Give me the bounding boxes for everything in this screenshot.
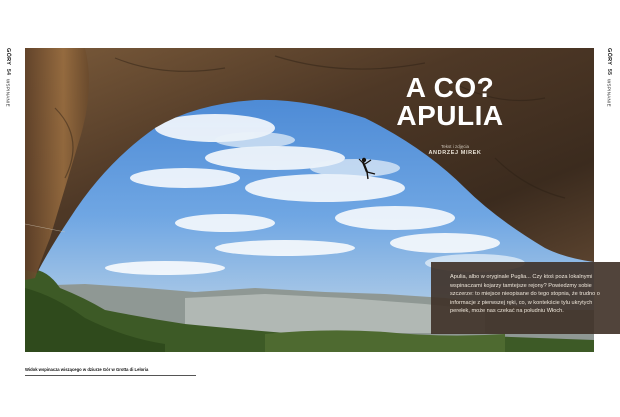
intro-text: Apulia, albo w oryginale Puglia... Czy ktoś poza lokalnymi wspinaczami kojarzy tamtejsze rejony? Powiedzmy sobie szczerze: to miejsce nieopisane do tego stopnia, że trudno o informacje z pierwszej ręki, co, w kontekście tylu ukrytych perełek, może nas czekać na południu Włoch. bbox=[450, 274, 600, 315]
article-title bbox=[370, 74, 530, 130]
title-line-1: A CO? bbox=[405, 72, 495, 103]
photo-caption: Widok wspinacza wiszącego w dziurze Gór w Grotta di Leloria bbox=[25, 367, 196, 376]
author-name: ANDRZEJ MIREK bbox=[428, 150, 482, 156]
section-label: WSPINANIE bbox=[606, 79, 612, 108]
magazine-logo: GÓRY bbox=[606, 48, 612, 66]
page-number: 55 bbox=[606, 69, 612, 76]
credit-label: Tekst i zdjęcia bbox=[440, 144, 469, 149]
byline bbox=[400, 143, 510, 157]
intro-text-box bbox=[431, 262, 620, 334]
title-line-2: APULIA bbox=[396, 100, 504, 131]
section-label: WSPINANIE bbox=[5, 79, 11, 108]
magazine-logo: GÓRY bbox=[5, 48, 11, 66]
running-head-left bbox=[5, 48, 11, 107]
page-number: 54 bbox=[5, 69, 11, 76]
running-head-right bbox=[606, 48, 612, 107]
